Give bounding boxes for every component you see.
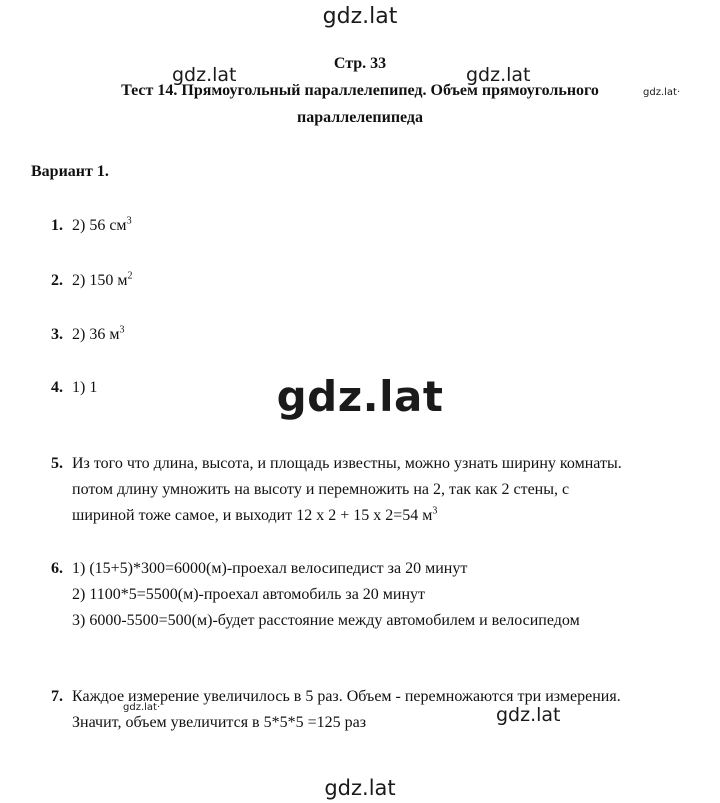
answer-5	[51, 451, 701, 529]
watermark-bottom: gdz.lat	[324, 776, 396, 800]
variant-heading: Вариант 1.	[31, 163, 109, 180]
answer-text: 2) 56 см	[72, 217, 127, 234]
answer-line: Из того что длина, высота, и площадь известны, можно узнать ширину комнаты.	[72, 455, 622, 472]
answer-line: 3) 6000-5500=500(м)-будет расстояние между автомобилем и велосипедом	[72, 612, 580, 629]
answer-text: 2) 150 м	[72, 272, 128, 289]
answer-number: 2.	[51, 272, 63, 289]
answer-2	[51, 268, 701, 294]
watermark-left: gdz.lat	[172, 64, 237, 86]
answer-line: шириной тоже самое, и выходит 12 х 2 + 15 х 2=54 м	[72, 507, 433, 524]
unit-exponent: 2	[127, 270, 133, 282]
test-title-line-2: параллелепипеда	[296, 109, 424, 126]
answer-number: 6.	[51, 560, 63, 577]
answer-line: 1) (15+5)*300=6000(м)-проехал велосипедист за 20 минут	[72, 560, 468, 577]
watermark-top: gdz.lat	[322, 4, 398, 29]
unit-exponent: 3	[432, 505, 438, 517]
answer-line: потом длину умножить на высоту и перемножить на 2, так как 2 стены, с	[72, 481, 570, 498]
unit-exponent: 3	[126, 215, 132, 227]
unit-exponent: 3	[119, 324, 125, 336]
answer-number: 7.	[51, 688, 63, 705]
answer-6	[51, 556, 701, 634]
answer-number: 5.	[51, 455, 63, 472]
answer-line: Каждое измерение увеличилось в 5 раз. Объем - перемножаются три измерения.	[72, 688, 621, 705]
answer-number: 3.	[51, 326, 63, 343]
watermark-middle: gdz.lat	[466, 64, 531, 86]
answer-7	[51, 684, 701, 736]
answer-line: 2) 1100*5=5500(м)-проехал автомобиль за 20 минут	[72, 586, 426, 603]
answer-number: 1.	[51, 217, 63, 234]
watermark-bottom-right: gdz.lat	[496, 704, 561, 726]
test-title-line-1: Тест 14. Прямоугольный параллелепипед. Объем прямоугольного	[121, 82, 599, 99]
watermark-small-left: gdz.lat·	[123, 702, 161, 713]
answer-4	[51, 375, 701, 401]
answer-1	[51, 213, 701, 239]
answer-text: 2) 36 м	[72, 326, 120, 343]
watermark-small-right: gdz.lat·	[643, 87, 681, 98]
page-reference: Стр. 33	[333, 55, 387, 72]
answer-text: 1) 1	[72, 379, 98, 396]
answer-line: Значит, объем увеличится в 5*5*5 =125 раз	[72, 714, 367, 731]
answer-number: 4.	[51, 379, 63, 396]
answer-3	[51, 322, 701, 348]
watermark-center-large: gdz.lat	[276, 372, 444, 421]
